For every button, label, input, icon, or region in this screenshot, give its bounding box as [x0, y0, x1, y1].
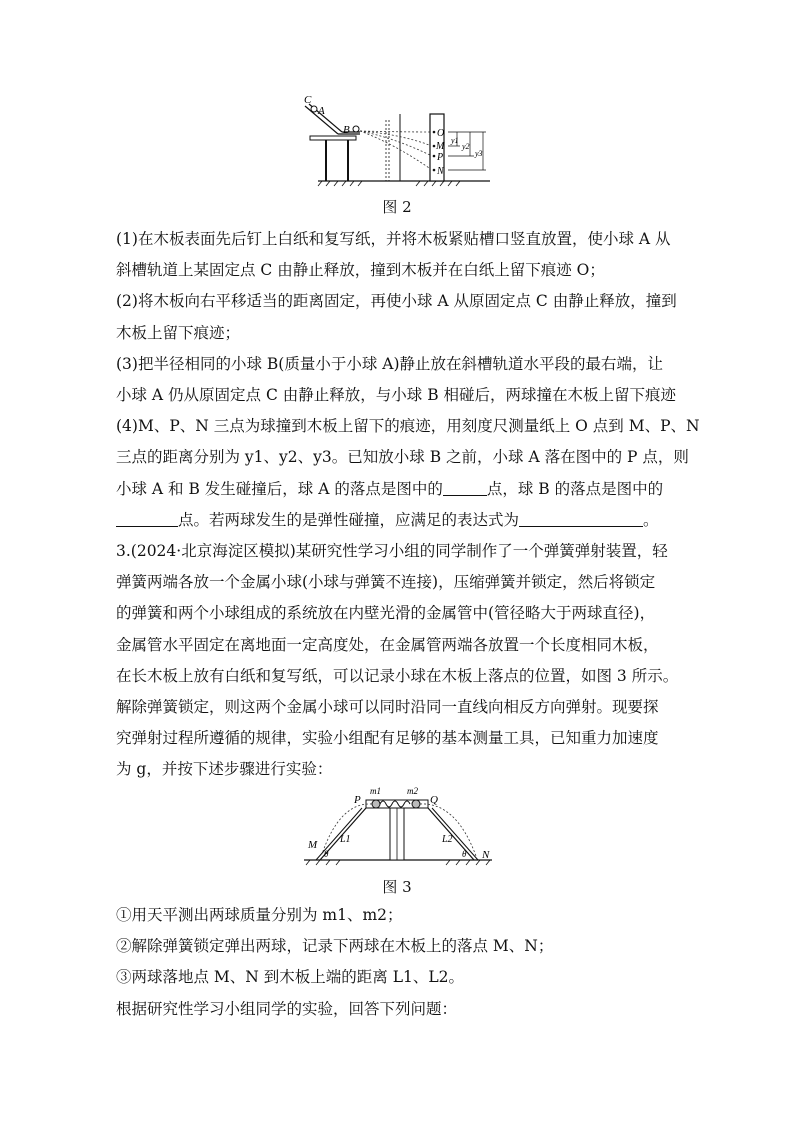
text-span: 点。若两球发生的是弹性碰撞，应满足的表达式为: [178, 510, 520, 529]
answer-blank-ball-b[interactable]: [116, 510, 178, 527]
question-2-body: [116, 224, 706, 536]
label-L2: L2: [442, 834, 453, 845]
label-L1: L1: [340, 834, 351, 845]
label-N: N: [437, 166, 444, 177]
text-line: (3)把半径相同的小球 B(质量小于小球 A)静止放在斜槽轨道水平段的最右端，让: [116, 354, 663, 373]
label-Q: Q: [430, 794, 438, 806]
text-line: 为 g，并按下述步骤进行实验：: [116, 760, 333, 779]
text-line: 解除弹簧锁定，则这两个金属小球可以同时沿同一直线向相反方向弹射。现要探: [116, 697, 659, 716]
figure-3-diagram: [300, 784, 496, 866]
label-M: M: [436, 141, 445, 152]
experiment-steps: [116, 900, 706, 1025]
step-item: 根据研究性学习小组同学的实验，回答下列问题：: [116, 999, 458, 1018]
figure-3-caption: 图 3: [382, 878, 412, 896]
answer-blank-ball-a[interactable]: [443, 479, 487, 496]
label-theta-left: θ: [324, 849, 329, 859]
text-line: 究弹射过程所遵循的规律，实验小组配有足够的基本测量工具，已知重力加速度: [116, 729, 659, 748]
label-m2: m2: [407, 786, 418, 796]
figure-2-caption: 图 2: [382, 198, 412, 216]
label-M: M: [308, 839, 318, 851]
figure-2-diagram: [300, 94, 500, 188]
text-line: 小球 A 仍从原固定点 C 由静止释放，与小球 B 相碰后，两球撞在木板上留下痕迹: [116, 385, 677, 404]
text-line: 3.(2024·北京海淀区模拟)某研究性学习小组的同学制作了一个弹簧弹射装置，轻: [116, 542, 668, 560]
text-line: 的弹簧和两个小球组成的系统放在内壁光滑的金属管中(管径略大于两球直径)，: [116, 604, 656, 623]
text-line: (1)在木板表面先后钉上白纸和复写纸，并将木板紧贴槽口竖直放置，使小球 A 从: [116, 230, 671, 248]
text-line: 在长木板上放有白纸和复写纸，可以记录小球在木板上落点的位置，如图 3 所示。: [116, 666, 679, 685]
text-line: 斜槽轨道上某固定点 C 由静止释放，撞到木板并在白纸上留下痕迹 O；: [116, 261, 605, 280]
label-y2: y2: [462, 142, 470, 151]
label-N: N: [482, 849, 490, 861]
text-line: 金属管水平固定在离地面一定高度处，在金属管两端各放置一个长度相同木板，: [116, 635, 659, 654]
question-line-blanks-1: [116, 474, 706, 505]
label-y3: y3: [475, 149, 483, 158]
text-span: 点，球 B 的落点是图中的: [486, 479, 664, 498]
label-O: O: [437, 128, 445, 139]
text-span: 。: [643, 510, 659, 529]
label-y1: y1: [451, 136, 459, 145]
text-line: (4)M、P、N 三点为球撞到木板上留下的痕迹，用刻度尺测量纸上 O 点到 M、P、N: [116, 417, 700, 436]
text-line: 弹簧两端各放一个金属小球(小球与弹簧不连接)，压缩弹簧并锁定，然后将锁定: [116, 573, 656, 592]
label-A: A: [318, 105, 325, 117]
step-item: ②解除弹簧锁定弹出两球，记录下两球在木板上的落点 M、N；: [116, 937, 554, 956]
answer-blank-expression[interactable]: [519, 510, 643, 527]
question-line-blanks-2: [116, 505, 706, 536]
text-line: 三点的距离分别为 y1、y2、y3。已知放小球 B 之前，小球 A 落在图中的 P 点，则: [116, 448, 689, 467]
label-theta-right: θ: [462, 849, 467, 859]
question-3-body: [116, 536, 706, 786]
text-line: (2)将木板向右平移适当的距离固定，再使小球 A 从原固定点 C 由静止释放，撞到: [116, 292, 677, 311]
label-P: P: [354, 794, 361, 806]
text-line: 木板上留下痕迹；: [116, 323, 241, 342]
step-item: ③两球落地点 M、N 到木板上端的距离 L1、L2。: [116, 968, 465, 987]
step-item: ①用天平测出两球质量分别为 m1、m2；: [116, 906, 403, 924]
label-C: C: [304, 94, 312, 106]
text-span: 小球 A 和 B 发生碰撞后，球 A 的落点是图中的: [116, 479, 443, 498]
label-m1: m1: [370, 786, 381, 796]
label-P: P: [437, 152, 444, 163]
label-B: B: [343, 124, 350, 136]
